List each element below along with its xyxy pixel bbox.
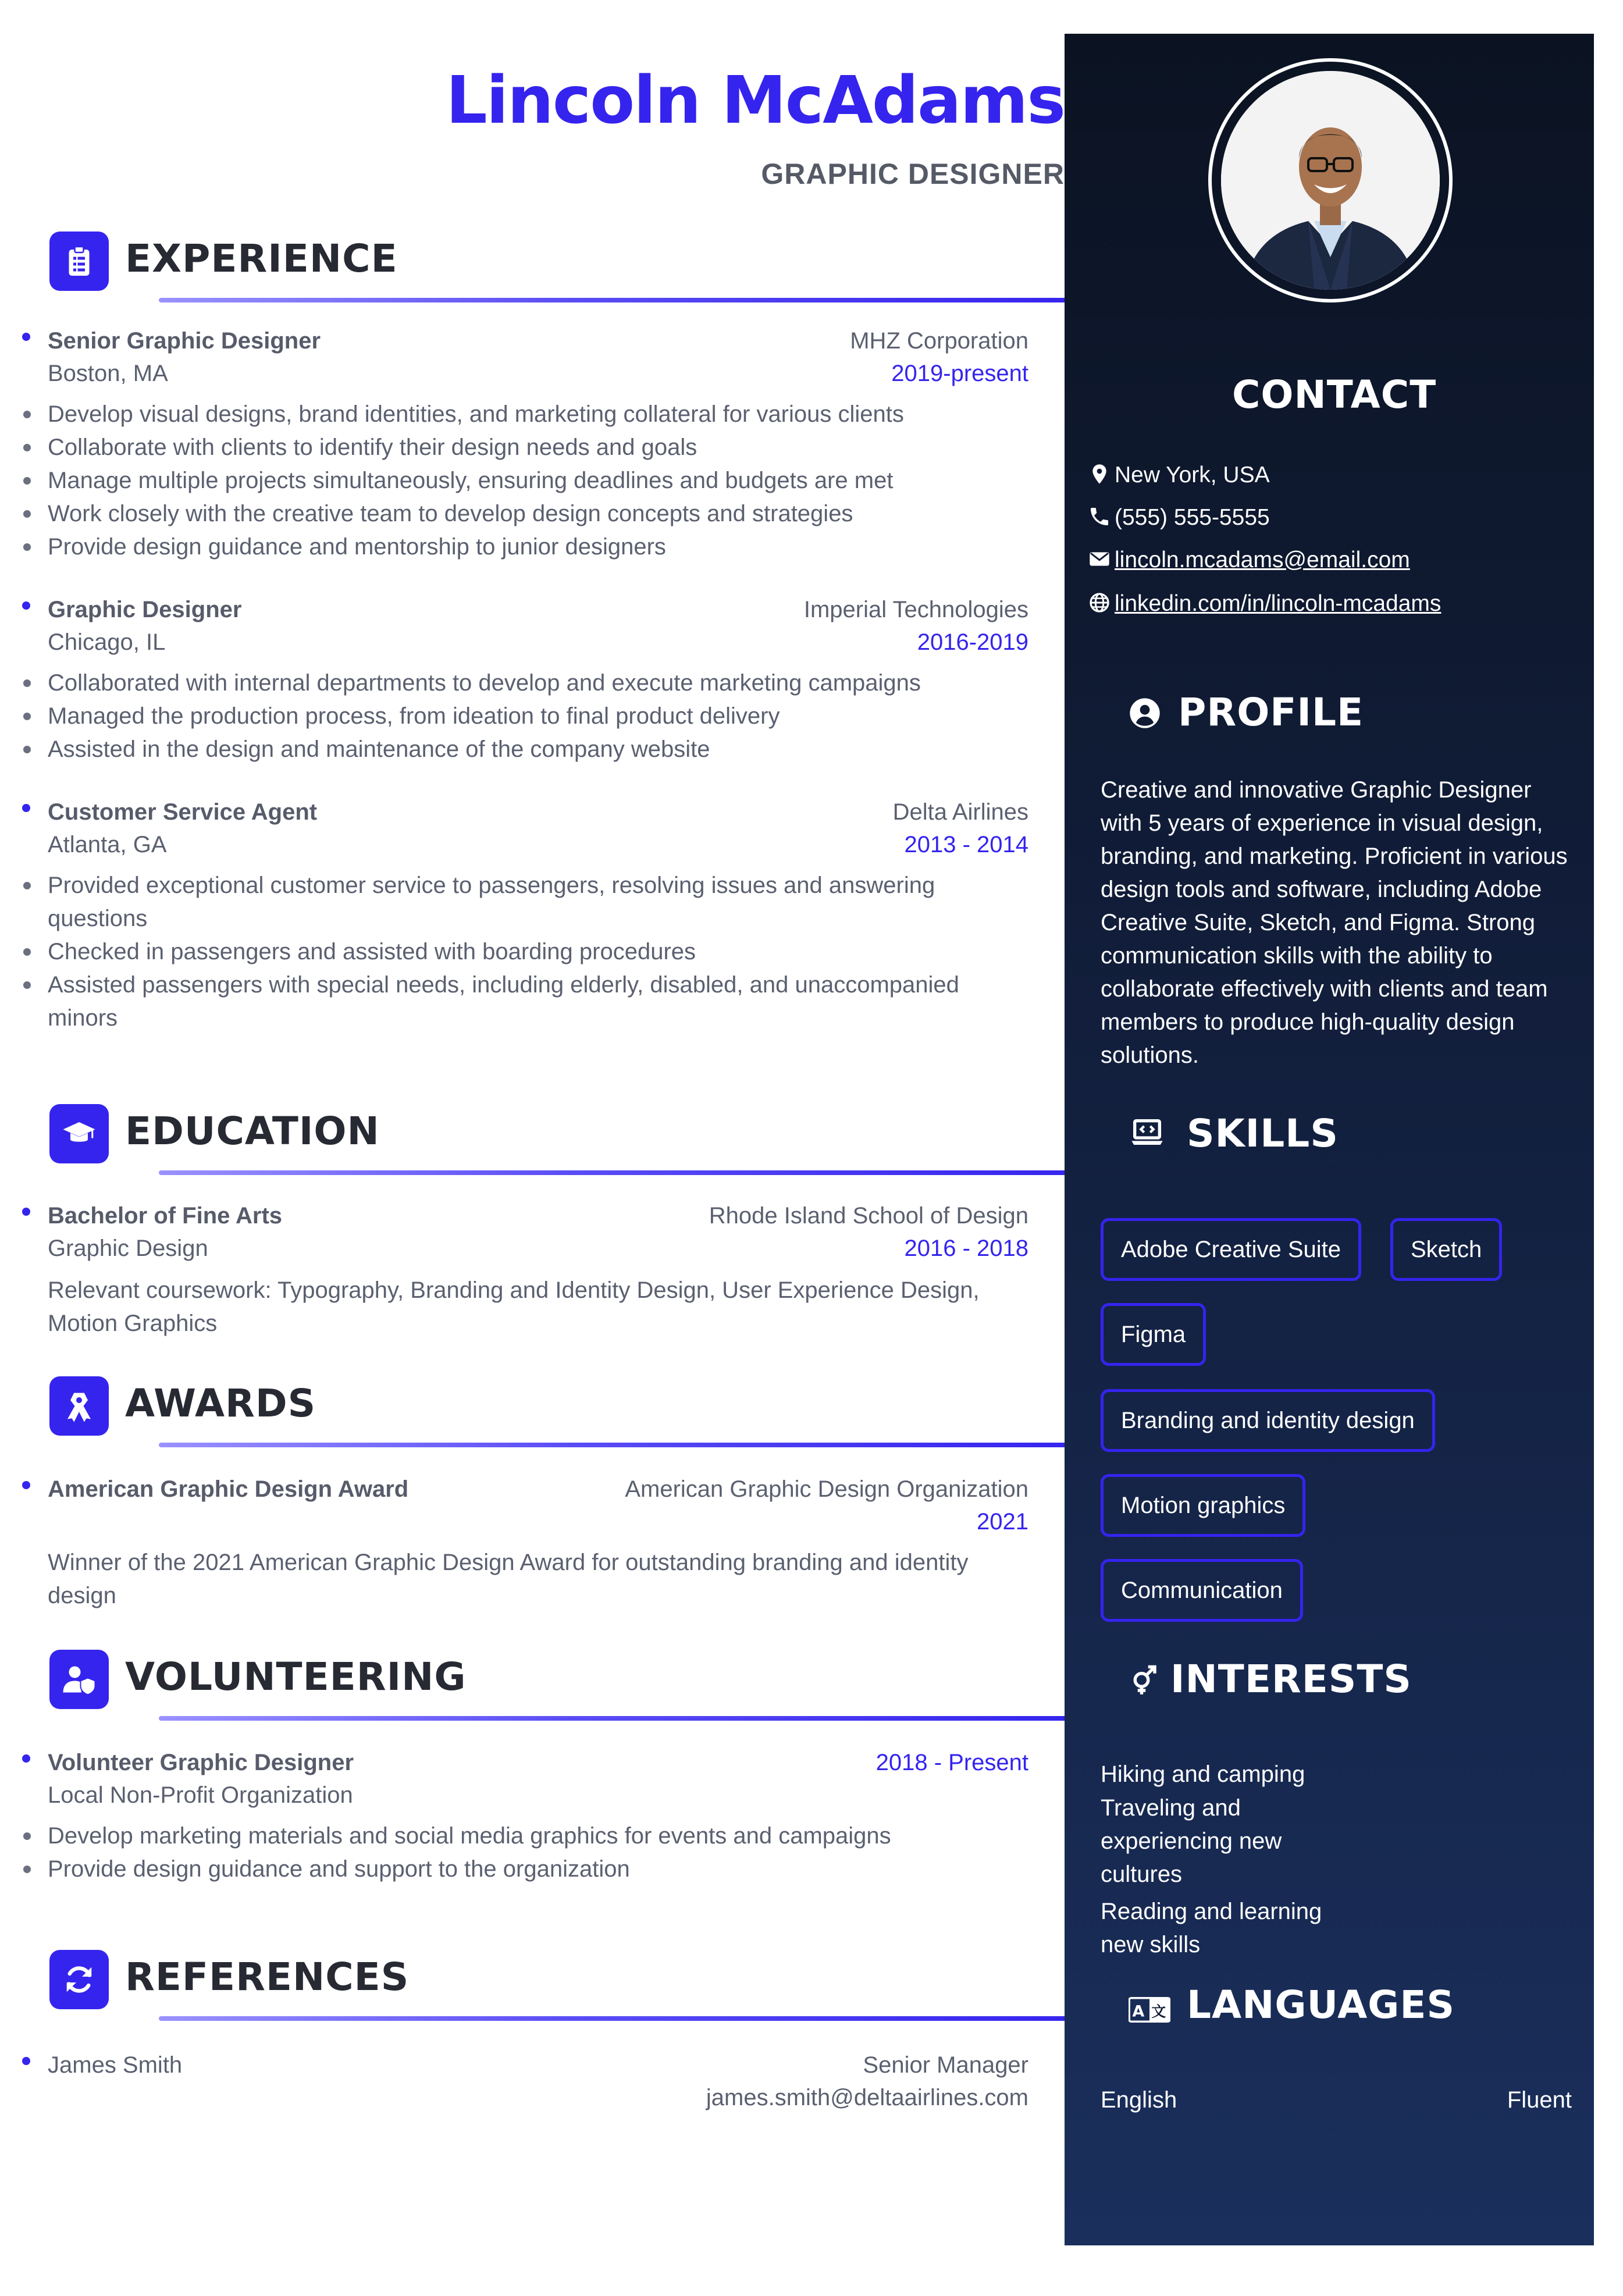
list-item: Develop visual designs, brand identities, and marketing collateral for various clients bbox=[48, 398, 1025, 431]
entry-row bbox=[48, 593, 1028, 626]
section-header bbox=[49, 1104, 1038, 1165]
clipboard-icon bbox=[49, 232, 109, 291]
section-divider bbox=[159, 298, 1078, 302]
company: MHZ Corporation bbox=[850, 328, 1028, 354]
list-item: Managed the production process, from ideation to final product delivery bbox=[48, 700, 1025, 733]
dates: 2016-2019 bbox=[917, 629, 1028, 655]
duties-list bbox=[48, 1820, 1025, 1886]
award-name: American Graphic Design Award bbox=[48, 1476, 409, 1502]
user-circle-icon bbox=[1129, 697, 1161, 729]
phone-icon bbox=[1088, 505, 1111, 528]
location: Atlanta, GA bbox=[48, 832, 167, 857]
entry-row bbox=[48, 1746, 1028, 1779]
location: Chicago, IL bbox=[48, 629, 166, 655]
job-title: Customer Service Agent bbox=[48, 799, 318, 825]
skills-heading bbox=[1129, 1111, 1339, 1156]
contact-linkedin bbox=[1088, 588, 1441, 620]
ribbon-icon bbox=[49, 1376, 109, 1436]
entry-row bbox=[48, 1199, 1028, 1232]
phone-text: (555) 555-5555 bbox=[1115, 505, 1270, 530]
user-shield-icon bbox=[49, 1650, 109, 1709]
interest-item: Hiking and camping bbox=[1101, 1761, 1305, 1787]
profile-heading-text: PROFILE bbox=[1178, 690, 1364, 735]
language-name: English bbox=[1101, 2087, 1177, 2113]
job-title: Senior Graphic Designer bbox=[48, 328, 321, 354]
duties-list bbox=[48, 869, 1025, 1035]
contact-email bbox=[1088, 544, 1410, 576]
entry-row bbox=[48, 357, 1028, 390]
profile-heading bbox=[1129, 690, 1364, 735]
bullet-dot bbox=[22, 1208, 30, 1216]
list-item: Assisted in the design and maintenance of the company website bbox=[48, 733, 1025, 766]
dates: 2018 - Present bbox=[875, 1750, 1028, 1775]
interests-heading-text: INTERESTS bbox=[1170, 1657, 1412, 1701]
section-title: AWARDS bbox=[125, 1381, 316, 1426]
dates: 2013 - 2014 bbox=[904, 832, 1028, 857]
svg-text:A: A bbox=[1132, 2002, 1146, 2021]
dates: 2019-present bbox=[891, 361, 1028, 386]
section-title: EDUCATION bbox=[125, 1109, 380, 1154]
award-description: Winner of the 2021 American Graphic Design Award for outstanding branding and identity design bbox=[48, 1550, 969, 1608]
section-divider bbox=[159, 1170, 1078, 1175]
section-title: EXPERIENCE bbox=[125, 236, 398, 281]
laptop-code-icon bbox=[1129, 1115, 1166, 1152]
entry-row bbox=[48, 626, 1028, 658]
award-org: American Graphic Design Organization bbox=[625, 1476, 1028, 1502]
skills-heading-text: SKILLS bbox=[1187, 1111, 1339, 1156]
section-header bbox=[49, 1950, 1038, 2010]
skill-chip: Branding and identity design bbox=[1101, 1389, 1435, 1452]
entry-row bbox=[48, 1505, 1028, 1538]
interest-item: Reading and learning new skills bbox=[1101, 1899, 1322, 1957]
school: Rhode Island School of Design bbox=[709, 1203, 1028, 1229]
skill-chip: Communication bbox=[1101, 1559, 1303, 1622]
map-pin-icon bbox=[1088, 462, 1111, 486]
contact-heading: CONTACT bbox=[1232, 372, 1437, 417]
entry-row bbox=[48, 2049, 1028, 2081]
list-item: Provided exceptional customer service to passengers, resolving issues and answering questions bbox=[48, 869, 1025, 935]
profile-photo bbox=[1221, 71, 1440, 290]
company: Imperial Technologies bbox=[803, 597, 1028, 622]
bullet-dot bbox=[22, 1754, 30, 1763]
languages-heading-text: LANGUAGES bbox=[1187, 1982, 1455, 2027]
location: Boston, MA bbox=[48, 361, 168, 386]
svg-text:文: 文 bbox=[1151, 2003, 1168, 2020]
sidebar bbox=[1065, 34, 1594, 2245]
section-title: VOLUNTEERING bbox=[125, 1654, 467, 1699]
section-divider bbox=[159, 1443, 1078, 1447]
reference-position: Senior Manager bbox=[863, 2052, 1028, 2078]
duties-list bbox=[48, 667, 1025, 766]
list-item: Provide design guidance and support to the organization bbox=[48, 1853, 1025, 1886]
skill-chip: Adobe Creative Suite bbox=[1101, 1218, 1361, 1281]
entry-row bbox=[48, 1473, 1028, 1505]
list-item: Manage multiple projects simultaneously, ensuring deadlines and budgets are met bbox=[48, 464, 1025, 497]
volunteer-org: Local Non-Profit Organization bbox=[48, 1782, 353, 1808]
list-item: Provide design guidance and mentorship to junior designers bbox=[48, 531, 1025, 564]
language-level: Fluent bbox=[1507, 2087, 1572, 2113]
list-item: Develop marketing materials and social media graphics for events and campaigns bbox=[48, 1820, 1025, 1853]
field-of-study: Graphic Design bbox=[48, 1236, 208, 1261]
entry-row bbox=[48, 325, 1028, 357]
location-text: New York, USA bbox=[1115, 462, 1270, 487]
volunteer-role: Volunteer Graphic Designer bbox=[48, 1750, 354, 1775]
graduation-cap-icon bbox=[49, 1104, 109, 1163]
gender-symbol-icon bbox=[1129, 1663, 1160, 1697]
section-divider bbox=[159, 2016, 1078, 2021]
entry-row bbox=[48, 1779, 1028, 1811]
refresh-icon bbox=[49, 1950, 109, 2009]
bullet-dot bbox=[22, 601, 30, 610]
degree: Bachelor of Fine Arts bbox=[48, 1203, 283, 1229]
company: Delta Airlines bbox=[892, 799, 1028, 825]
award-year: 2021 bbox=[977, 1509, 1028, 1535]
entry-row bbox=[48, 2081, 1028, 2114]
contact-location bbox=[1088, 460, 1270, 491]
bullet-dot bbox=[22, 1481, 30, 1489]
interests-heading bbox=[1129, 1657, 1412, 1701]
reference-name: James Smith bbox=[48, 2052, 183, 2078]
list-item: Collaborate with clients to identify their design needs and goals bbox=[48, 431, 1025, 464]
bullet-dot bbox=[22, 2057, 30, 2065]
skill-chip: Sketch bbox=[1390, 1218, 1502, 1281]
list-item: Assisted passengers with special needs, including elderly, disabled, and unaccompanied minors bbox=[48, 969, 1025, 1035]
list-item: Work closely with the creative team to develop design concepts and strategies bbox=[48, 497, 1025, 531]
bullet-dot bbox=[22, 804, 30, 812]
profile-summary: Creative and innovative Graphic Designer with 5 years of experience in visual design, branding, and marketing. Proficient in various design tools and software, including Adobe Creative Suite, Sketch, and Figma. Strong communication skills with the ability to collaborate effectively with clients and team members to produce high-quality design solutions. bbox=[1101, 777, 1568, 1068]
entry-row bbox=[48, 1232, 1028, 1265]
bullet-dot bbox=[22, 333, 30, 341]
list-item: Checked in passengers and assisted with boarding procedures bbox=[48, 935, 1025, 969]
skill-chip: Motion graphics bbox=[1101, 1474, 1305, 1537]
language-translate-icon bbox=[1129, 1996, 1170, 2023]
envelope-icon bbox=[1088, 547, 1111, 571]
candidate-title: GRAPHIC DESIGNER bbox=[761, 158, 1065, 190]
dates: 2016 - 2018 bbox=[904, 1236, 1028, 1261]
entry-row bbox=[48, 796, 1028, 828]
interest-item: Traveling and experiencing new cultures bbox=[1101, 1795, 1282, 1887]
languages-heading bbox=[1129, 1982, 1455, 2027]
reference-email[interactable]: james.smith@deltaairlines.com bbox=[706, 2085, 1028, 2110]
email-link[interactable]: lincoln.mcadams@email.com bbox=[1115, 547, 1410, 572]
section-header bbox=[49, 232, 1038, 292]
duties-list bbox=[48, 398, 1025, 564]
language-row bbox=[1101, 2083, 1572, 2117]
globe-icon bbox=[1088, 591, 1111, 614]
section-header bbox=[49, 1650, 1038, 1710]
candidate-name: Lincoln McAdams bbox=[446, 63, 1065, 138]
entry-row bbox=[48, 828, 1028, 861]
section-header bbox=[49, 1376, 1038, 1437]
job-title: Graphic Designer bbox=[48, 597, 242, 622]
skill-chip: Figma bbox=[1101, 1303, 1206, 1366]
list-item: Collaborated with internal departments to develop and execute marketing campaigns bbox=[48, 667, 1025, 700]
linkedin-link[interactable]: linkedin.com/in/lincoln-mcadams bbox=[1115, 591, 1442, 616]
coursework: Relevant coursework: Typography, Branding and Identity Design, User Experience Design, Motion Graphics bbox=[48, 1277, 980, 1336]
profile-photo-frame bbox=[1208, 58, 1453, 302]
section-divider bbox=[159, 1716, 1078, 1721]
contact-phone bbox=[1088, 502, 1270, 533]
section-title: REFERENCES bbox=[125, 1955, 410, 1999]
